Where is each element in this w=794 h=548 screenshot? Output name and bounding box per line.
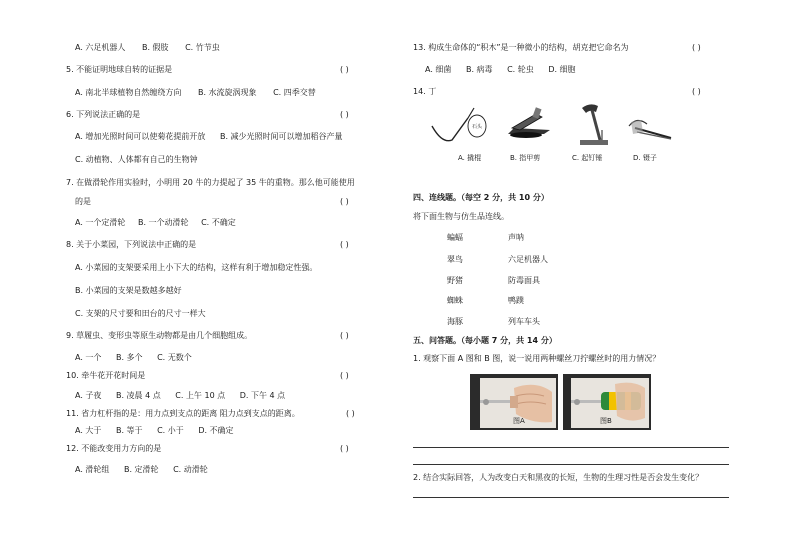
- q6-option-b: B. 减少光照时间可以增加稻谷产量: [219, 132, 343, 141]
- q4-option-a: A. 六足机器人: [75, 43, 126, 52]
- q6-answer-paren: ( ): [340, 110, 349, 119]
- match-left-1: 蝙蝠: [447, 233, 463, 242]
- match-right-5: 列车车头: [508, 317, 540, 326]
- claw-hammer-illustration: [576, 100, 612, 150]
- q13-option-c: C. 轮虫: [507, 65, 534, 74]
- figure-a-label: 图A: [513, 417, 525, 425]
- q8-option-a: A. 小菜园的支架要采用上小下大的结构，这样有利于增加稳定性强。: [75, 263, 318, 272]
- q6-option-c: C. 动植物、人体都有自己的生物钟: [75, 155, 198, 164]
- q9-option-b: B. 多个: [115, 353, 143, 362]
- section-4-instructions: 将下面生物与仿生品连线。: [413, 212, 509, 221]
- q7-option-b: B. 一个动滑轮: [137, 218, 189, 227]
- q7-stem-cont: 的是: [75, 197, 91, 206]
- q14-answer-paren: ( ): [692, 87, 701, 96]
- q11-options: [75, 427, 234, 435]
- q10-option-a: A. 子夜: [75, 391, 102, 400]
- q12-stem: 12. 不能改变用力方向的是: [66, 444, 162, 453]
- answer-line-3: [413, 497, 729, 498]
- q12-option-b: B. 定滑轮: [123, 465, 159, 474]
- q13-option-a: A. 细菌: [425, 65, 452, 74]
- q14-caption-c: C. 起钉锤: [572, 154, 603, 162]
- q4-option-b: B. 假肢: [141, 43, 169, 52]
- q11-option-b: B. 等于: [115, 426, 143, 435]
- q6-stem: 6. 下列说法正确的是: [66, 110, 141, 119]
- tweezers-illustration: [625, 112, 675, 146]
- q11-option-a: A. 大于: [75, 426, 102, 435]
- match-right-4: 鸭蹼: [508, 296, 524, 305]
- q5-option-a: A. 南北半球植物自然缠绕方向: [75, 88, 182, 97]
- q9-option-a: A. 一个: [75, 353, 102, 362]
- match-right-3: 防毒面具: [508, 276, 540, 285]
- q14-stem: 14. 丁: [413, 87, 437, 96]
- q10-option-c: C. 上午 10 点: [175, 391, 226, 400]
- q5-answer-paren: ( ): [340, 65, 349, 74]
- sec5-q1-stem: 1. 观察下面 A 图和 B 图，说一说用两种螺丝刀拧螺丝时的用力情况？: [413, 354, 661, 363]
- answer-line-2: [413, 464, 729, 465]
- nail-clipper-illustration: [506, 104, 554, 142]
- q8-answer-paren: ( ): [340, 240, 349, 249]
- section-4-title: 四、连线题。（每空 2 分，共 10 分）: [413, 193, 549, 202]
- q6-option-a: A. 增加光照时间可以使菊花提前开放: [75, 132, 206, 141]
- match-right-2: 六足机器人: [508, 255, 548, 264]
- q13-stem: 13. 构成生命体的“积木”是一种微小的结构，胡克把它命名为: [413, 43, 629, 52]
- crowbar-illustration: [428, 106, 488, 151]
- match-left-5: 海豚: [447, 317, 463, 326]
- q5-option-b: B. 水流旋涡现象: [197, 88, 257, 97]
- q14-caption-a: A. 撬棍: [458, 154, 482, 162]
- q12-option-a: A. 滑轮组: [75, 465, 110, 474]
- q9-option-c: C. 无数个: [157, 353, 192, 362]
- q5-options: [75, 89, 316, 97]
- q13-option-d: D. 细胞: [548, 65, 576, 74]
- q9-options: [75, 354, 192, 362]
- sec5-q2-stem: 2. 结合实际回答，人为改变白天和黑夜的长短，生物的生理习性是否会发生变化？: [413, 473, 704, 482]
- match-right-1: 声呐: [508, 233, 524, 242]
- q7-stem: 7. 在做滑轮作用实验时，小明用 20 牛的力提起了 35 牛的重物。那么他可能使用: [66, 178, 355, 187]
- q10-option-b: B. 凌晨 4 点: [115, 391, 161, 400]
- q5-option-c: C. 四季交替: [273, 88, 316, 97]
- q8-option-b: B. 小菜园的支架是数越多越好: [75, 286, 182, 295]
- match-left-2: 翠鸟: [447, 255, 463, 264]
- q10-answer-paren: ( ): [340, 371, 349, 380]
- q11-option-d: D. 不确定: [198, 426, 234, 435]
- match-left-3: 野猪: [447, 276, 463, 285]
- answer-line-1: [413, 447, 729, 448]
- q8-option-c: C. 支架的尺寸要和田台的尺寸一样大: [75, 309, 206, 318]
- q5-stem: 5. 不能证明地球自转的证据是: [66, 65, 173, 74]
- q13-answer-paren: ( ): [692, 43, 701, 52]
- q6-options-ab: [75, 133, 343, 141]
- q9-stem: 9. 草履虫、变形虫等原生动物都是由几个细胞组成。: [66, 331, 253, 340]
- q7-options: [75, 219, 236, 227]
- q12-answer-paren: ( ): [340, 444, 349, 453]
- q7-option-c: C. 不确定: [201, 218, 236, 227]
- q13-option-b: B. 病毒: [465, 65, 493, 74]
- q14-caption-b: B. 指甲剪: [510, 154, 541, 162]
- q11-answer-paren: ( ): [346, 409, 355, 418]
- figure-b-label: 图B: [600, 417, 612, 425]
- section-5-title: 五、问答题。（每小题 7 分，共 14 分）: [413, 336, 557, 345]
- q14-caption-d: D. 镊子: [633, 154, 657, 162]
- q4-option-c: C. 竹节虫: [185, 43, 220, 52]
- q10-options: [75, 392, 285, 400]
- q9-answer-paren: ( ): [340, 331, 349, 340]
- q11-stem: 11. 省力杠杆指的是：用力点到支点的距离 阻力点到支点的距离。: [66, 409, 300, 418]
- q12-options: [75, 466, 208, 474]
- q12-option-c: C. 动滑轮: [173, 465, 208, 474]
- svg-text:石头: 石头: [472, 124, 483, 130]
- q13-options: [425, 66, 576, 74]
- q10-stem: 10. 牵牛花开花时间是: [66, 371, 146, 380]
- q7-option-a: A. 一个定滑轮: [75, 218, 126, 227]
- q8-stem: 8. 关于小菜园，下列说法中正确的是: [66, 240, 197, 249]
- q7-answer-paren: ( ): [340, 197, 349, 206]
- match-left-4: 蜘蛛: [447, 296, 463, 305]
- q11-option-c: C. 小于: [157, 426, 184, 435]
- q10-option-d: D. 下午 4 点: [239, 391, 286, 400]
- q4-options: [75, 44, 220, 52]
